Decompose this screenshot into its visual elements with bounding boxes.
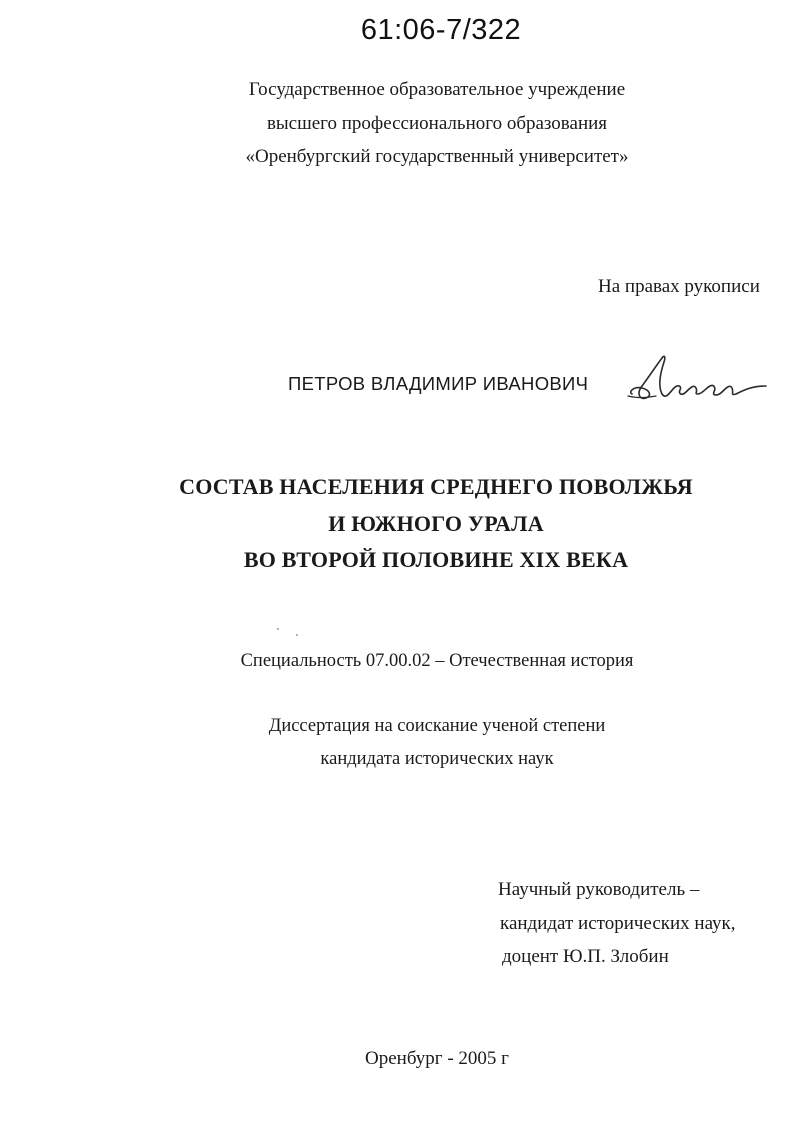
title-line-2: И ЮЖНОГО УРАЛА xyxy=(328,511,544,536)
title-line-3: ВО ВТОРОЙ ПОЛОВИНЕ XIX ВЕКА xyxy=(243,547,629,572)
degree-line-1: Диссертация на соискание ученой степени xyxy=(268,716,606,736)
catalog-number: 61:06-7/322 xyxy=(360,14,522,46)
degree-line-2: кандидата исторических наук xyxy=(320,749,554,769)
city-year: Оренбург - 2005 г xyxy=(365,1048,509,1069)
supervisor-line-1: Научный руководитель – xyxy=(498,879,700,900)
rights-note: На правах рукописи xyxy=(598,276,760,297)
signature-icon xyxy=(626,348,771,410)
specialty-line: Специальность 07.00.02 – Отечественная история xyxy=(240,651,634,671)
supervisor-line-2: кандидат исторических наук, xyxy=(500,913,736,934)
institution-line-2: высшего профессионального образования xyxy=(266,113,608,134)
scan-speck xyxy=(277,628,279,630)
title-line-1: СОСТАВ НАСЕЛЕНИЯ СРЕДНЕГО ПОВОЛЖЬЯ xyxy=(179,474,693,499)
author-name: ПЕТРОВ ВЛАДИМИР ИВАНОВИЧ xyxy=(288,373,589,394)
scan-speck xyxy=(296,634,298,636)
institution-line-3: «Оренбургский государственный университет» xyxy=(245,146,629,167)
institution-line-1: Государственное образовательное учреждение xyxy=(248,79,626,100)
supervisor-line-3: доцент Ю.П. Злобин xyxy=(502,946,669,967)
